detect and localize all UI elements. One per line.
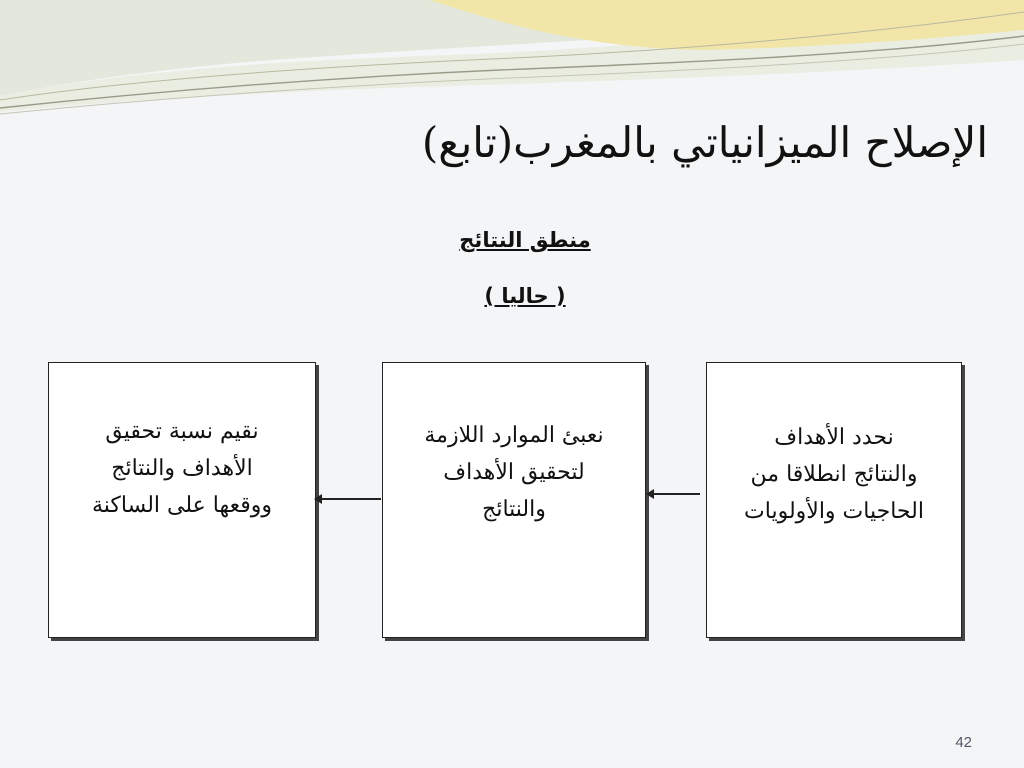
arrow-left-icon — [652, 493, 700, 495]
box-mobilize-resources — [382, 362, 646, 638]
box-evaluate-results-text — [55, 413, 309, 524]
box-line: لتحقيق الأهداف — [443, 460, 585, 485]
arrow-left-icon — [320, 498, 381, 500]
box-line: نحدد الأهداف — [774, 425, 894, 450]
box-line: نعبئ الموارد اللازمة — [424, 423, 604, 448]
arrowhead-icon — [646, 489, 654, 499]
box-line: الأهداف والنتائج — [111, 456, 253, 481]
box-evaluate-results — [48, 362, 316, 638]
box-mobilize-resources-text — [389, 417, 639, 528]
box-define-goals — [706, 362, 962, 638]
subtitle-results-logic: منطق النتائج — [459, 228, 591, 252]
box-line: ووقعها على الساكنة — [91, 493, 272, 518]
box-line: الحاجيات والأولويات — [744, 499, 924, 524]
slide-title: الإصلاح الميزانياتي بالمغرب(تابع) — [421, 118, 988, 167]
page-number: 42 — [955, 734, 972, 751]
subtitle-currently: ( حاليا ) — [484, 284, 566, 308]
arrowhead-icon — [314, 494, 322, 504]
box-line: والنتائج انطلاقا من — [750, 462, 918, 487]
box-define-goals-text — [713, 419, 955, 530]
box-line: نقيم نسبة تحقيق — [105, 419, 259, 444]
box-line: والنتائج — [482, 497, 546, 522]
